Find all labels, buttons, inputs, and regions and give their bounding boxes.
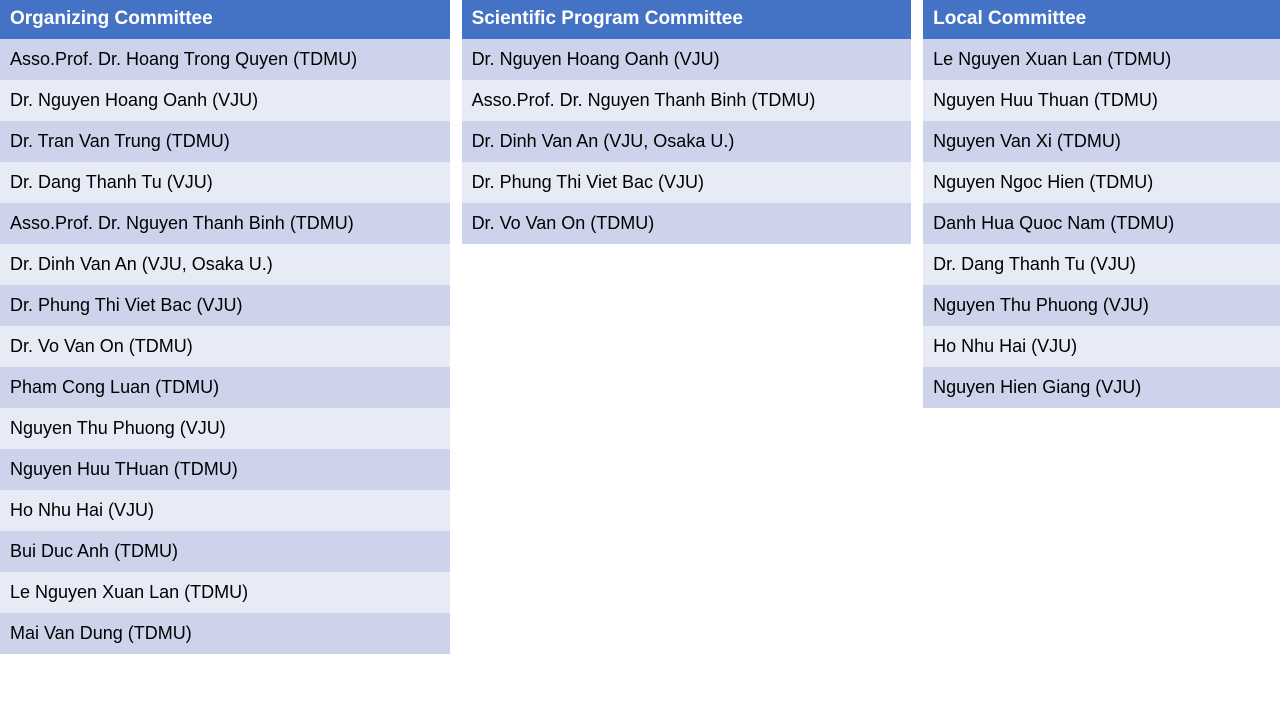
table-row xyxy=(0,244,450,285)
table-body xyxy=(0,39,450,654)
table-row xyxy=(923,162,1280,203)
table-row xyxy=(923,39,1280,80)
member-name: Danh Hua Quoc Nam (TDMU) xyxy=(923,203,1280,244)
table-row xyxy=(0,572,450,613)
member-name: Dr. Dinh Van An (VJU, Osaka U.) xyxy=(462,121,912,162)
table-row xyxy=(0,449,450,490)
table-row xyxy=(923,121,1280,162)
table-row xyxy=(0,121,450,162)
member-name: Dr. Dang Thanh Tu (VJU) xyxy=(0,162,450,203)
table-row xyxy=(462,203,912,244)
table-row xyxy=(0,162,450,203)
member-name: Dr. Phung Thi Viet Bac (VJU) xyxy=(0,285,450,326)
table-row xyxy=(462,39,912,80)
member-name: Nguyen Huu Thuan (TDMU) xyxy=(923,80,1280,121)
table-row xyxy=(923,203,1280,244)
column-header-local-committee: Local Committee xyxy=(923,0,1280,39)
table-row xyxy=(923,80,1280,121)
table-body xyxy=(923,39,1280,408)
member-name: Asso.Prof. Dr. Nguyen Thanh Binh (TDMU) xyxy=(462,80,912,121)
member-name: Asso.Prof. Dr. Hoang Trong Quyen (TDMU) xyxy=(0,39,450,80)
table-row xyxy=(0,39,450,80)
member-name: Mai Van Dung (TDMU) xyxy=(0,613,450,654)
table-row xyxy=(0,367,450,408)
member-name: Dr. Dinh Van An (VJU, Osaka U.) xyxy=(0,244,450,285)
member-name: Nguyen Ngoc Hien (TDMU) xyxy=(923,162,1280,203)
table-header-row xyxy=(462,0,912,39)
member-name: Nguyen Hien Giang (VJU) xyxy=(923,367,1280,408)
table-body xyxy=(462,39,912,244)
member-name: Dr. Phung Thi Viet Bac (VJU) xyxy=(462,162,912,203)
member-name: Dr. Nguyen Hoang Oanh (VJU) xyxy=(462,39,912,80)
column-header-organizing-committee: Organizing Committee xyxy=(0,0,450,39)
table-row xyxy=(0,613,450,654)
table-row xyxy=(923,326,1280,367)
member-name: Asso.Prof. Dr. Nguyen Thanh Binh (TDMU) xyxy=(0,203,450,244)
table-row xyxy=(0,203,450,244)
member-name: Nguyen Thu Phuong (VJU) xyxy=(0,408,450,449)
member-name: Nguyen Huu THuan (TDMU) xyxy=(0,449,450,490)
table-row xyxy=(923,244,1280,285)
local-committee-table xyxy=(923,0,1280,408)
table-row xyxy=(462,121,912,162)
table-row xyxy=(0,490,450,531)
table-row xyxy=(923,367,1280,408)
member-name: Dr. Vo Van On (TDMU) xyxy=(462,203,912,244)
member-name: Nguyen Van Xi (TDMU) xyxy=(923,121,1280,162)
member-name: Dr. Dang Thanh Tu (VJU) xyxy=(923,244,1280,285)
column-header-scientific-program-committee: Scientific Program Committee xyxy=(462,0,912,39)
member-name: Le Nguyen Xuan Lan (TDMU) xyxy=(0,572,450,613)
table-head xyxy=(923,0,1280,39)
member-name: Dr. Vo Van On (TDMU) xyxy=(0,326,450,367)
table-row xyxy=(0,326,450,367)
table-row xyxy=(462,162,912,203)
table-row xyxy=(0,408,450,449)
table-row xyxy=(0,80,450,121)
member-name: Pham Cong Luan (TDMU) xyxy=(0,367,450,408)
member-name: Ho Nhu Hai (VJU) xyxy=(0,490,450,531)
table-head xyxy=(462,0,912,39)
table-row xyxy=(462,80,912,121)
member-name: Nguyen Thu Phuong (VJU) xyxy=(923,285,1280,326)
table-row xyxy=(923,285,1280,326)
member-name: Ho Nhu Hai (VJU) xyxy=(923,326,1280,367)
scientific-program-committee-table xyxy=(462,0,912,244)
table-header-row xyxy=(0,0,450,39)
member-name: Dr. Tran Van Trung (TDMU) xyxy=(0,121,450,162)
table-row xyxy=(0,285,450,326)
organizing-committee-table xyxy=(0,0,450,654)
table-head xyxy=(0,0,450,39)
member-name: Le Nguyen Xuan Lan (TDMU) xyxy=(923,39,1280,80)
member-name: Bui Duc Anh (TDMU) xyxy=(0,531,450,572)
member-name: Dr. Nguyen Hoang Oanh (VJU) xyxy=(0,80,450,121)
table-row xyxy=(0,531,450,572)
table-header-row xyxy=(923,0,1280,39)
